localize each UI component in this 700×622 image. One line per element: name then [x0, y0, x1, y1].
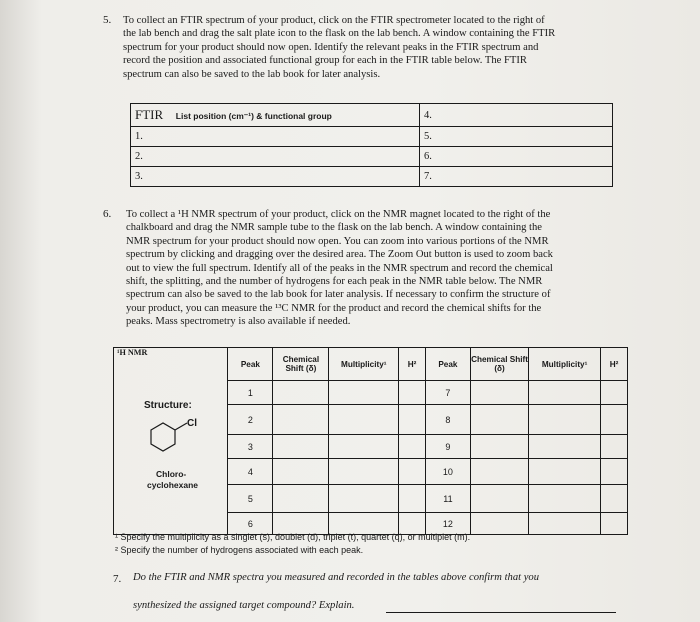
paragraph-line: shift, the splitting, and the number of hydrogens for each peak in the NMR table below. The NMR	[126, 276, 543, 288]
multiplicity-cell[interactable]	[329, 485, 399, 513]
question-7-number: 7.	[113, 573, 122, 585]
peak-number: 3	[228, 435, 273, 459]
h-count-cell[interactable]	[399, 435, 426, 459]
paragraph-line: out to view the full spectrum. Identify all of the peaks in the NMR spectrum and record the chemical	[126, 262, 553, 274]
question-5-number: 5.	[103, 14, 112, 26]
nmr-left-panel	[114, 348, 228, 535]
h-count-cell[interactable]	[399, 405, 426, 435]
question-6-number: 6.	[103, 208, 112, 220]
question-7-line1: Do the FTIR and NMR spectra you measured and recorded in the tables above confirm that you	[133, 572, 540, 583]
paragraph-line: chalkboard and drag the NMR sample tube to the flask on the lab bench. A window containing the	[126, 222, 543, 234]
header-h-right: H²	[601, 348, 628, 381]
multiplicity-cell[interactable]	[529, 435, 601, 459]
multiplicity-cell[interactable]	[529, 513, 601, 535]
shift-cell[interactable]	[273, 405, 329, 435]
peak-number: 4	[228, 459, 273, 485]
multiplicity-cell[interactable]	[529, 459, 601, 485]
paragraph-line: record the position and associated functional group for each in the FTIR table below. The FTIR	[123, 55, 527, 67]
paragraph-line: your product, you can measure the ¹³C NMR for the product and record the chemical shifts for the	[126, 302, 542, 314]
multiplicity-cell[interactable]	[329, 435, 399, 459]
header-h-left: H²	[399, 348, 426, 381]
h-count-cell[interactable]	[601, 435, 628, 459]
multiplicity-cell[interactable]	[329, 381, 399, 405]
substituent-label: Cl	[187, 418, 197, 429]
peak-number: 5	[228, 485, 273, 513]
nmr-title: ¹H NMR	[117, 348, 148, 357]
peak-number: 9	[425, 435, 470, 459]
header-shift-left: Chemical Shift (δ)	[273, 348, 329, 381]
h-count-cell[interactable]	[601, 459, 628, 485]
question-5-text	[123, 14, 623, 81]
multiplicity-cell[interactable]	[329, 405, 399, 435]
header-multiplicity-right: Multiplicity¹	[529, 348, 601, 381]
multiplicity-cell[interactable]	[529, 485, 601, 513]
peak-number: 8	[425, 405, 470, 435]
header-peak-right: Peak	[425, 348, 470, 381]
h-count-cell[interactable]	[601, 513, 628, 535]
ftir-cell-7[interactable]: 7.	[420, 167, 613, 187]
h-count-cell[interactable]	[399, 381, 426, 405]
shift-cell[interactable]	[273, 435, 329, 459]
multiplicity-cell[interactable]	[529, 405, 601, 435]
header-multiplicity-left: Multiplicity¹	[329, 348, 399, 381]
peak-number: 11	[425, 485, 470, 513]
shift-cell[interactable]	[470, 435, 528, 459]
peak-number: 1	[228, 381, 273, 405]
peak-number: 10	[425, 459, 470, 485]
nmr-table	[113, 347, 628, 535]
compound-name-line1: Chloro-	[156, 469, 187, 479]
ftir-cell-3[interactable]: 3.	[131, 167, 420, 187]
paragraph-line: the lab bench and drag the salt plate icon to the flask on the lab bench. A window containing the FTIR	[123, 28, 556, 40]
header-shift-right: Chemical Shift (δ)	[470, 348, 528, 381]
h-count-cell[interactable]	[601, 485, 628, 513]
h-count-cell[interactable]	[601, 405, 628, 435]
ftir-cell-6[interactable]: 6.	[420, 147, 613, 167]
ftir-header-label: List position (cm⁻¹) & functional group	[175, 111, 332, 121]
peak-number: 7	[425, 381, 470, 405]
shift-cell[interactable]	[273, 381, 329, 405]
multiplicity-cell[interactable]	[329, 459, 399, 485]
question-6-text	[126, 208, 626, 329]
answer-line[interactable]	[386, 612, 616, 613]
shift-cell[interactable]	[470, 381, 528, 405]
paragraph-line: spectrum by clicking and dragging over the desired area. The Zoom Out button is used to zoom back	[126, 249, 553, 261]
paragraph-line: NMR spectrum for your product should now open. You can zoom into various portions of the NMR	[126, 235, 549, 247]
ftir-cell-4[interactable]: 4.	[420, 104, 613, 127]
ftir-cell-5[interactable]: 5.	[420, 127, 613, 147]
h-count-cell[interactable]	[601, 381, 628, 405]
ftir-title: FTIR	[135, 107, 164, 122]
paragraph-line: spectrum can also be saved to the lab book for later analysis. If necessary to confirm the structure of	[126, 289, 551, 301]
structure-label: Structure:	[144, 400, 192, 411]
ftir-cell-2[interactable]: 2.	[131, 147, 420, 167]
shift-cell[interactable]	[470, 485, 528, 513]
paragraph-line: spectrum for your product should now open. Identify the relevant peaks in the FTIR spectrum and	[123, 41, 539, 53]
paragraph-line: To collect an FTIR spectrum of your product, click on the FTIR spectrometer located to the right of	[123, 15, 545, 26]
ftir-header-cell[interactable]	[131, 104, 420, 127]
shift-cell[interactable]	[470, 405, 528, 435]
compound-name-line2: cyclohexane	[147, 480, 199, 490]
peak-number: 2	[228, 405, 273, 435]
shift-cell[interactable]	[470, 459, 528, 485]
paragraph-line: spectrum can also be saved to the lab book for later analysis.	[123, 68, 381, 80]
question-7-line2: synthesized the assigned target compound? Explain.	[133, 600, 355, 611]
header-peak-left: Peak	[228, 348, 273, 381]
multiplicity-cell[interactable]	[529, 381, 601, 405]
shift-cell[interactable]	[273, 485, 329, 513]
footnote-multiplicity: ¹ Specify the multiplicity as a singlet (s), doublet (d), triplet (t), quartet (q), or multiplet (m).	[115, 532, 471, 542]
footnote-hydrogens: ² Specify the number of hydrogens associated with each peak.	[115, 545, 364, 555]
paragraph-line: To collect a ¹H NMR spectrum of your product, click on the NMR magnet located to the right of the	[126, 209, 551, 220]
peak-number: 12	[425, 513, 470, 535]
shift-cell[interactable]	[470, 513, 528, 535]
peak-number: 6	[228, 513, 273, 535]
shift-cell[interactable]	[273, 459, 329, 485]
h-count-cell[interactable]	[399, 485, 426, 513]
h-count-cell[interactable]	[399, 459, 426, 485]
paragraph-line: peaks. Mass spectrometry is also available if needed.	[126, 316, 351, 328]
ftir-cell-1[interactable]: 1.	[131, 127, 420, 147]
ftir-table	[130, 103, 613, 187]
